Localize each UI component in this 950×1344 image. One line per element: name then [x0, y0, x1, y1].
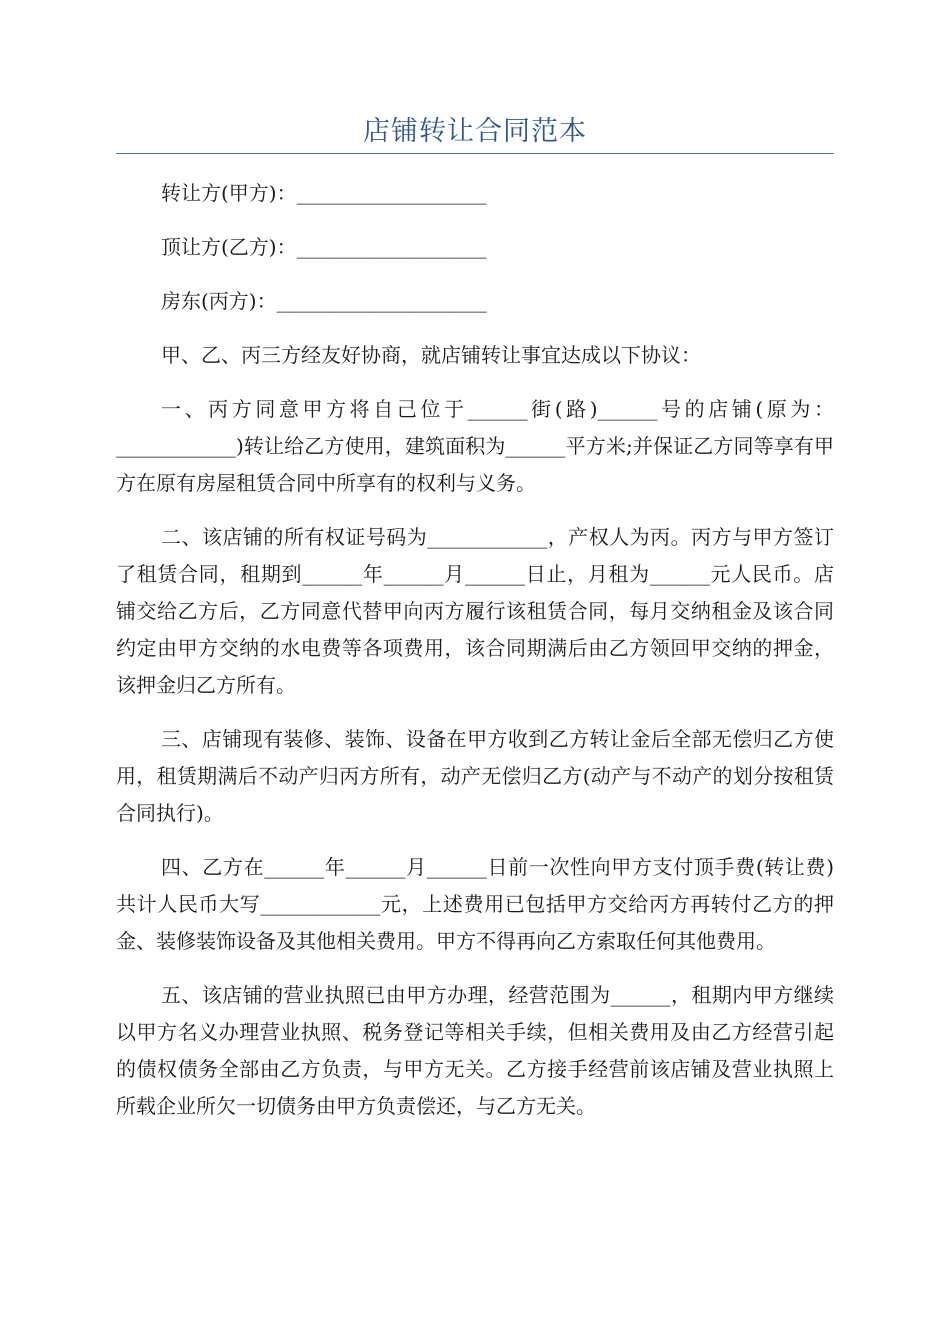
intro-paragraph: 甲、乙、丙三方经友好协商，就店铺转让事宜达成以下协议：	[161, 343, 701, 367]
field-transferee: 顶让方(乙方)：___________________	[161, 235, 487, 259]
document-title: 店铺转让合同范本	[363, 116, 587, 147]
field-transferor: 转让方(甲方)：___________________	[161, 181, 487, 205]
clause-5: 五、该店铺的营业执照已由甲方办理，经营范围为______，租期内甲方继续以甲方名义办理营业执照、税务登记等相关手续，但相关费用及由乙方经营引起的债权债务全部由乙方负责，与甲方无关。乙方接手经营前该店铺及营业执照上所载企业所欠一切债务由甲方负责偿还，与乙方无关。	[116, 983, 834, 1118]
clause-2: 二、该店铺的所有权证号码为____________，产权人为丙。丙方与甲方签订了租赁合同，租期到______年______月______日止，月租为______元人民币。店铺交给乙方后，乙方同意代替甲向丙方履行该租赁合同，每月交纳租金及该合同约定由甲方交纳的水电费等各项费用，该合同期满后由乙方领回甲交纳的押金，该押金归乙方所有。	[116, 525, 834, 697]
field-landlord: 房东(丙方)：_____________________	[161, 289, 487, 313]
clause-1: 一、丙方同意甲方将自己位于______街(路)______号的店铺(原为：____________)转让给乙方使用，建筑面积为______平方米;并保证乙方同等享有甲方在原有房屋租赁合同中所享有的权利与义务。	[116, 397, 834, 495]
clause-4: 四、乙方在______年______月______日前一次性向甲方支付顶手费(转让费)共计人民币大写____________元，上述费用已包括甲方交给丙方再转付乙方的押金、装修装饰设备及其他相关费用。甲方不得再向乙方索取任何其他费用。	[116, 855, 834, 953]
document-body	[116, 175, 834, 1142]
title-underline	[116, 153, 834, 154]
clause-3: 三、店铺现有装修、装饰、设备在甲方收到乙方转让金后全部无偿归乙方使用，租赁期满后不动产归丙方所有，动产无偿归乙方(动产与不动产的划分按租赁合同执行)。	[116, 727, 834, 825]
